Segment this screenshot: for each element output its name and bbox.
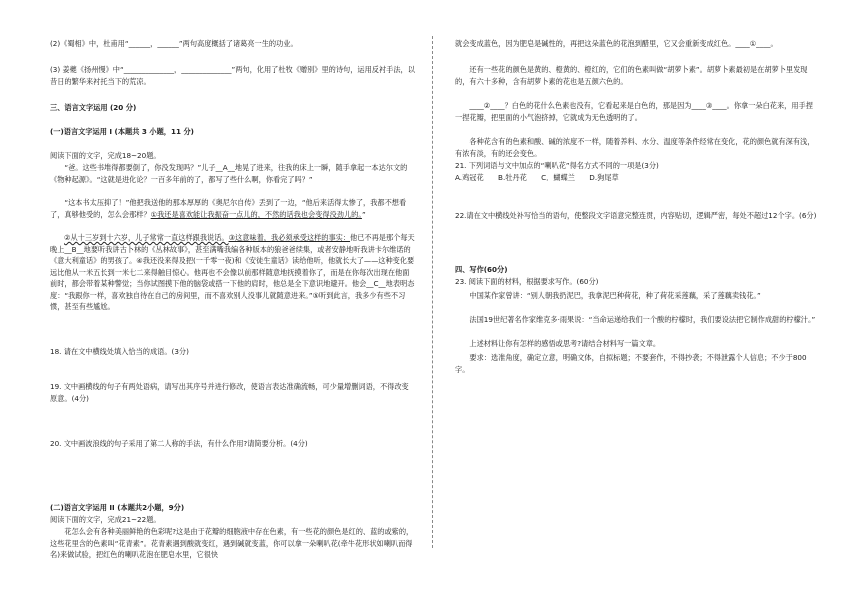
question-22: 22.请在文中横线处补写恰当的语句，使整段文字语意完整连贯，内容贴切，逻辑严密，每处不超过12个字。(6分) [455, 211, 817, 220]
passage-g: ____②____？白色的花什么色素也没有，它看起来是白色的，那是因为____③____。你拿一朵白花来，用手捏一捏花瓣，把里面的小气泡挤掉，它就成为无色透明的了。 [455, 101, 813, 122]
question-20: 20. 文中画波浪线的句子采用了第二人称的手法，有什么作用?请简要分析。(4分) [50, 439, 308, 448]
passage-c-text: 他已不再是那个每天晚上__B__地要听我讲古卜林的《丛林故事》，甚至满嘴我编各种版本的狼爸爸续集，或者安静地听我讲卡尔维诺的《意大利童话》的男孩了。④我还没来得及把(一千零一夜)和《安徒生童话》读给他听，他就长大了——这种变化要远比他从一米五长到一米七二来得触目惊心。他再也不会像以前那样随意地抚摸着你了，而是在你每次出现在他面前时，都会带着某种警觉；当你试图摸下他的脑袋或搭一下他的肩时，他总是全下意识地避开。他会__C__地表明态度：“我跟你一样，喜欢独自待在自己的房间里，而不喜欢别人没事儿就随意进来。”⑤听到此言，我多少有些不习惯，甚至有些尴尬。 [50, 233, 415, 311]
passage-b-text: “这本书太压抑了！”他把我送他的那本厚厚的《奥尼尔自传》丢到了一边，“他后来活得太惨了，我都不想看了，真够他受的，怎么会那样？ [50, 198, 407, 219]
passage-b-end: ” [361, 209, 366, 219]
passage-a: “爸。这些书堆得都要倒了，你没发现吗？”儿子__A__地晃了进来，往我的床上一瞬，随手拿起一本达尔文的《物种起源》。“这就是进化论？一百多年前的了，都写了些什么啊，你看完了吗？” [50, 163, 408, 184]
question-yangzhou: (3) 姜夔《扬州慢》中“______________，______________”两句，化用了杜牧《赠别》里的诗句，运用反衬手法，以昔日的繁华来衬托当下的荒凉。 [50, 65, 415, 86]
underlined-sentence-3: ③这意味着，我必须承受这样的事实： [228, 233, 351, 242]
passage-f: 还有一些花的颜色是黄的、橙黄的、橙红的，它们的色素叫做“胡萝卜素”。胡萝卜素最初是在胡萝卜里发现的，有六十多种，含有胡萝卜素的花也是五颜六色的。 [455, 65, 808, 86]
reading-intro-2: 阅读下面的文字，完成21~22题。 [50, 515, 161, 524]
passage-c [50, 232, 415, 313]
material-2: 法国19世纪著名作家维克多·雨果说：“当命运递给我们一个酸的柠檬时，我们要设法把它制作成甜的柠檬汁。” [455, 315, 816, 324]
wavy-sentence: ②从十三岁到十六岁，儿子常常一直这样跟我说话。 [64, 233, 229, 242]
section-4-title: 四、写作(60分) [455, 265, 508, 274]
passage-d: 花怎么会有各种美丽鲜艳的色彩呢?这是由于花瓣的细胞液中存在色素，有一些花的颜色是红的、蓝的或紫的，这些花里含的色素叫“花青素”。花青素遇到酸就变红，遇到碱就变蓝，你可以拿一朵喇叭花(牵牛花形状如喇叭而得名)来做试验，把红色的喇叭花泡在肥皂水里，它很快 [50, 527, 414, 559]
material-4: 要求：选准角度，确定立意，明确文体，自拟标题；不要套作，不得抄袭；不得泄露个人信息；不少于800字。 [455, 353, 807, 374]
subsection-2-title: (二)语言文字运用 II (本题共2小题，9分) [50, 503, 185, 512]
column-divider [432, 36, 433, 548]
passage-b [50, 197, 415, 220]
question-21: 21. 下列词语与文中加点的“喇叭花”得名方式不同的一项是(3分) [455, 161, 659, 170]
question-23: 23. 阅读下面的材料，根据要求写作。(60分) [455, 277, 599, 286]
question-21-options: A.鸡冠花 B.牡丹花 C．蝴蝶兰 D.狗尾草 [455, 173, 619, 182]
material-1: 中国某作家曾讲：“别人朝我扔泥巴，我拿泥巴种荷花，种了荷花采莲藕，采了莲藕卖钱花。” [455, 291, 761, 300]
subsection-1-title: (一)语言文字运用 I (本题共 3 小题，11 分) [50, 127, 194, 136]
material-3: 上述材料让你有怎样的感悟或思考?请结合材料写一篇文章。 [455, 339, 661, 348]
section-3-title: 三、语言文字运用 (20 分) [50, 103, 137, 112]
question-19: 19. 文中画横线的句子有两处语病，请写出其序号并进行修改，使语言表达准确流畅，可少量增删词语，不得改变原意。(4分) [50, 382, 409, 403]
reading-intro-1: 阅读下面的文字，完成18~20题。 [50, 151, 161, 160]
underlined-sentence-1: ①我还是喜欢能让我振奋一点儿的，不然的话我也会变得没劲儿的。 [150, 209, 362, 219]
question-18: 18. 请在文中横线处填入恰当的成语。(3分) [50, 347, 189, 356]
question-shuxiang: (2)《蜀相》中，杜甫用“______，______”两句高度概括了诸葛亮一生的功业。 [50, 39, 298, 48]
passage-h: 各种花含有的色素和酸、碱的浓度不一样，随着养料、水分、温度等条件经常在变化，花的颜色就有深有浅，有浓有淡，有的还会变色。 [455, 137, 815, 158]
passage-e: 就会变成蓝色，因为肥皂是碱性的，再把这朵蓝色的花泡到醋里，它又会重新变成红色。____①____。 [455, 39, 778, 48]
